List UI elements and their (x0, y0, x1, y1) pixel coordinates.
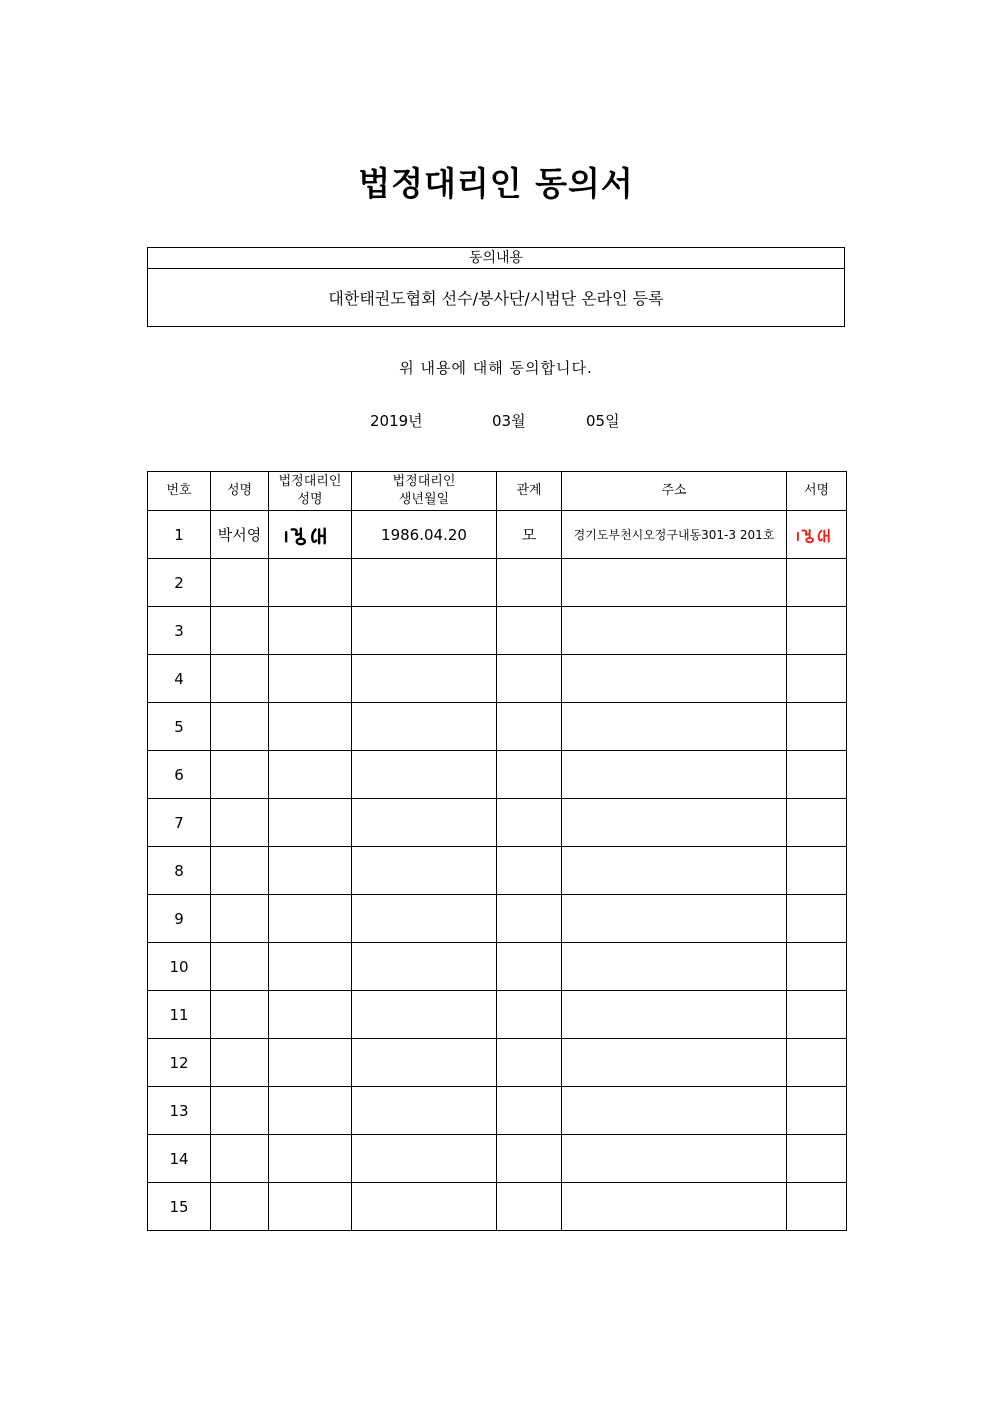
cell-relation (497, 703, 562, 751)
document-title: 법정대리인 동의서 (358, 164, 634, 203)
cell-address (562, 607, 787, 655)
table-row (148, 991, 847, 1039)
cell-guardian-name (269, 655, 352, 703)
cell-relation (497, 607, 562, 655)
table-row (148, 1087, 847, 1135)
cell-relation (497, 847, 562, 895)
table-row (148, 895, 847, 943)
cell-address (562, 559, 787, 607)
cell-signature (787, 511, 847, 559)
cell-name (211, 895, 269, 943)
cell-number: 11 (148, 991, 211, 1039)
cell-guardian-birth (352, 1183, 497, 1231)
cell-address: 경기도부천시오정구내동301-3 201호 (562, 511, 787, 559)
cell-guardian-birth (352, 847, 497, 895)
cell-guardian-name (269, 751, 352, 799)
cell-signature (787, 895, 847, 943)
cell-relation (497, 1183, 562, 1231)
table-row (148, 607, 847, 655)
cell-guardian-birth (352, 943, 497, 991)
cell-number: 10 (148, 943, 211, 991)
cell-name (211, 559, 269, 607)
header-guardian-birth (352, 472, 497, 511)
cell-guardian-birth (352, 655, 497, 703)
cell-number: 8 (148, 847, 211, 895)
cell-address (562, 847, 787, 895)
cell-signature (787, 1135, 847, 1183)
cell-guardian-name (269, 1135, 352, 1183)
cell-guardian-birth (352, 751, 497, 799)
cell-relation (497, 799, 562, 847)
cell-relation (497, 751, 562, 799)
cell-relation (497, 1135, 562, 1183)
table-row (148, 511, 847, 559)
consent-content: 대한태권도협회 선수/봉사단/시범단 온라인 등록 (328, 289, 664, 308)
header-guardian-name-line2: 성명 (297, 492, 323, 507)
cell-guardian-birth (352, 799, 497, 847)
cell-address (562, 703, 787, 751)
table-header-row (148, 472, 847, 511)
cell-name (211, 607, 269, 655)
cell-number: 5 (148, 703, 211, 751)
cell-signature (787, 799, 847, 847)
header-number: 번호 (148, 472, 211, 511)
table-row (148, 799, 847, 847)
cell-number: 7 (148, 799, 211, 847)
cell-relation (497, 655, 562, 703)
cell-relation (497, 943, 562, 991)
header-guardian-name (269, 472, 352, 511)
cell-guardian-birth (352, 703, 497, 751)
cell-name (211, 943, 269, 991)
cell-number: 2 (148, 559, 211, 607)
header-guardian-birth-line2: 생년월일 (398, 492, 450, 507)
cell-guardian-name (269, 799, 352, 847)
table-row (148, 559, 847, 607)
cell-number: 13 (148, 1087, 211, 1135)
consent-box (147, 247, 845, 327)
cell-address (562, 655, 787, 703)
cell-relation (497, 991, 562, 1039)
cell-signature (787, 847, 847, 895)
cell-address (562, 1135, 787, 1183)
cell-name: 박서영 (211, 511, 269, 559)
cell-guardian-birth (352, 1039, 497, 1087)
cell-name (211, 655, 269, 703)
cell-guardian-name (269, 895, 352, 943)
date-year: 2019년 (370, 412, 423, 430)
cell-signature (787, 991, 847, 1039)
cell-address (562, 895, 787, 943)
cell-guardian-birth (352, 1087, 497, 1135)
cell-relation (497, 895, 562, 943)
cell-relation (497, 1039, 562, 1087)
cell-number: 6 (148, 751, 211, 799)
cell-name (211, 1087, 269, 1135)
cell-number: 15 (148, 1183, 211, 1231)
cell-signature (787, 1087, 847, 1135)
cell-address (562, 799, 787, 847)
cell-relation (497, 559, 562, 607)
date-month: 03월 (492, 412, 526, 430)
header-address: 주소 (562, 472, 787, 511)
cell-address (562, 1039, 787, 1087)
table-row (148, 1135, 847, 1183)
table-row (148, 1183, 847, 1231)
cell-guardian-name (269, 1183, 352, 1231)
table-row (148, 703, 847, 751)
table-row (148, 943, 847, 991)
cell-signature (787, 1183, 847, 1231)
cell-address (562, 943, 787, 991)
cell-guardian-birth (352, 991, 497, 1039)
cell-number: 3 (148, 607, 211, 655)
cell-name (211, 799, 269, 847)
cell-guardian-name (269, 559, 352, 607)
cell-name (211, 1183, 269, 1231)
cell-guardian-name (269, 703, 352, 751)
cell-guardian-birth: 1986.04.20 (352, 511, 497, 559)
cell-address (562, 1183, 787, 1231)
table-row (148, 847, 847, 895)
table-row (148, 751, 847, 799)
cell-name (211, 1135, 269, 1183)
header-guardian-birth-line1: 법정대리인 (392, 474, 456, 489)
cell-guardian-birth (352, 895, 497, 943)
agreement-statement: 위 내용에 대해 동의합니다. (399, 359, 593, 377)
cell-guardian-birth (352, 1135, 497, 1183)
cell-relation: 모 (497, 511, 562, 559)
cell-guardian-name (269, 511, 352, 559)
cell-guardian-name (269, 847, 352, 895)
cell-guardian-name (269, 607, 352, 655)
cell-name (211, 991, 269, 1039)
cell-signature (787, 943, 847, 991)
cell-number: 1 (148, 511, 211, 559)
header-signature: 서명 (787, 472, 847, 511)
table-row (148, 1039, 847, 1087)
date-day: 05일 (586, 412, 620, 430)
consent-header: 동의내용 (148, 248, 844, 269)
header-relation: 관계 (497, 472, 562, 511)
header-guardian-name-line1: 법정대리인 (278, 474, 342, 489)
cell-signature (787, 607, 847, 655)
table-row (148, 655, 847, 703)
cell-signature (787, 655, 847, 703)
cell-number: 14 (148, 1135, 211, 1183)
cell-address (562, 991, 787, 1039)
cell-guardian-name (269, 991, 352, 1039)
cell-name (211, 1039, 269, 1087)
cell-address (562, 1087, 787, 1135)
cell-relation (497, 1087, 562, 1135)
cell-name (211, 847, 269, 895)
cell-signature (787, 559, 847, 607)
cell-number: 9 (148, 895, 211, 943)
header-name: 성명 (211, 472, 269, 511)
cell-number: 12 (148, 1039, 211, 1087)
cell-guardian-name (269, 1087, 352, 1135)
cell-number: 4 (148, 655, 211, 703)
cell-name (211, 703, 269, 751)
cell-name (211, 751, 269, 799)
cell-guardian-name (269, 1039, 352, 1087)
cell-guardian-name (269, 943, 352, 991)
cell-signature (787, 703, 847, 751)
cell-address (562, 751, 787, 799)
guardian-table (147, 471, 847, 1231)
cell-signature (787, 1039, 847, 1087)
cell-signature (787, 751, 847, 799)
cell-guardian-birth (352, 559, 497, 607)
cell-guardian-birth (352, 607, 497, 655)
